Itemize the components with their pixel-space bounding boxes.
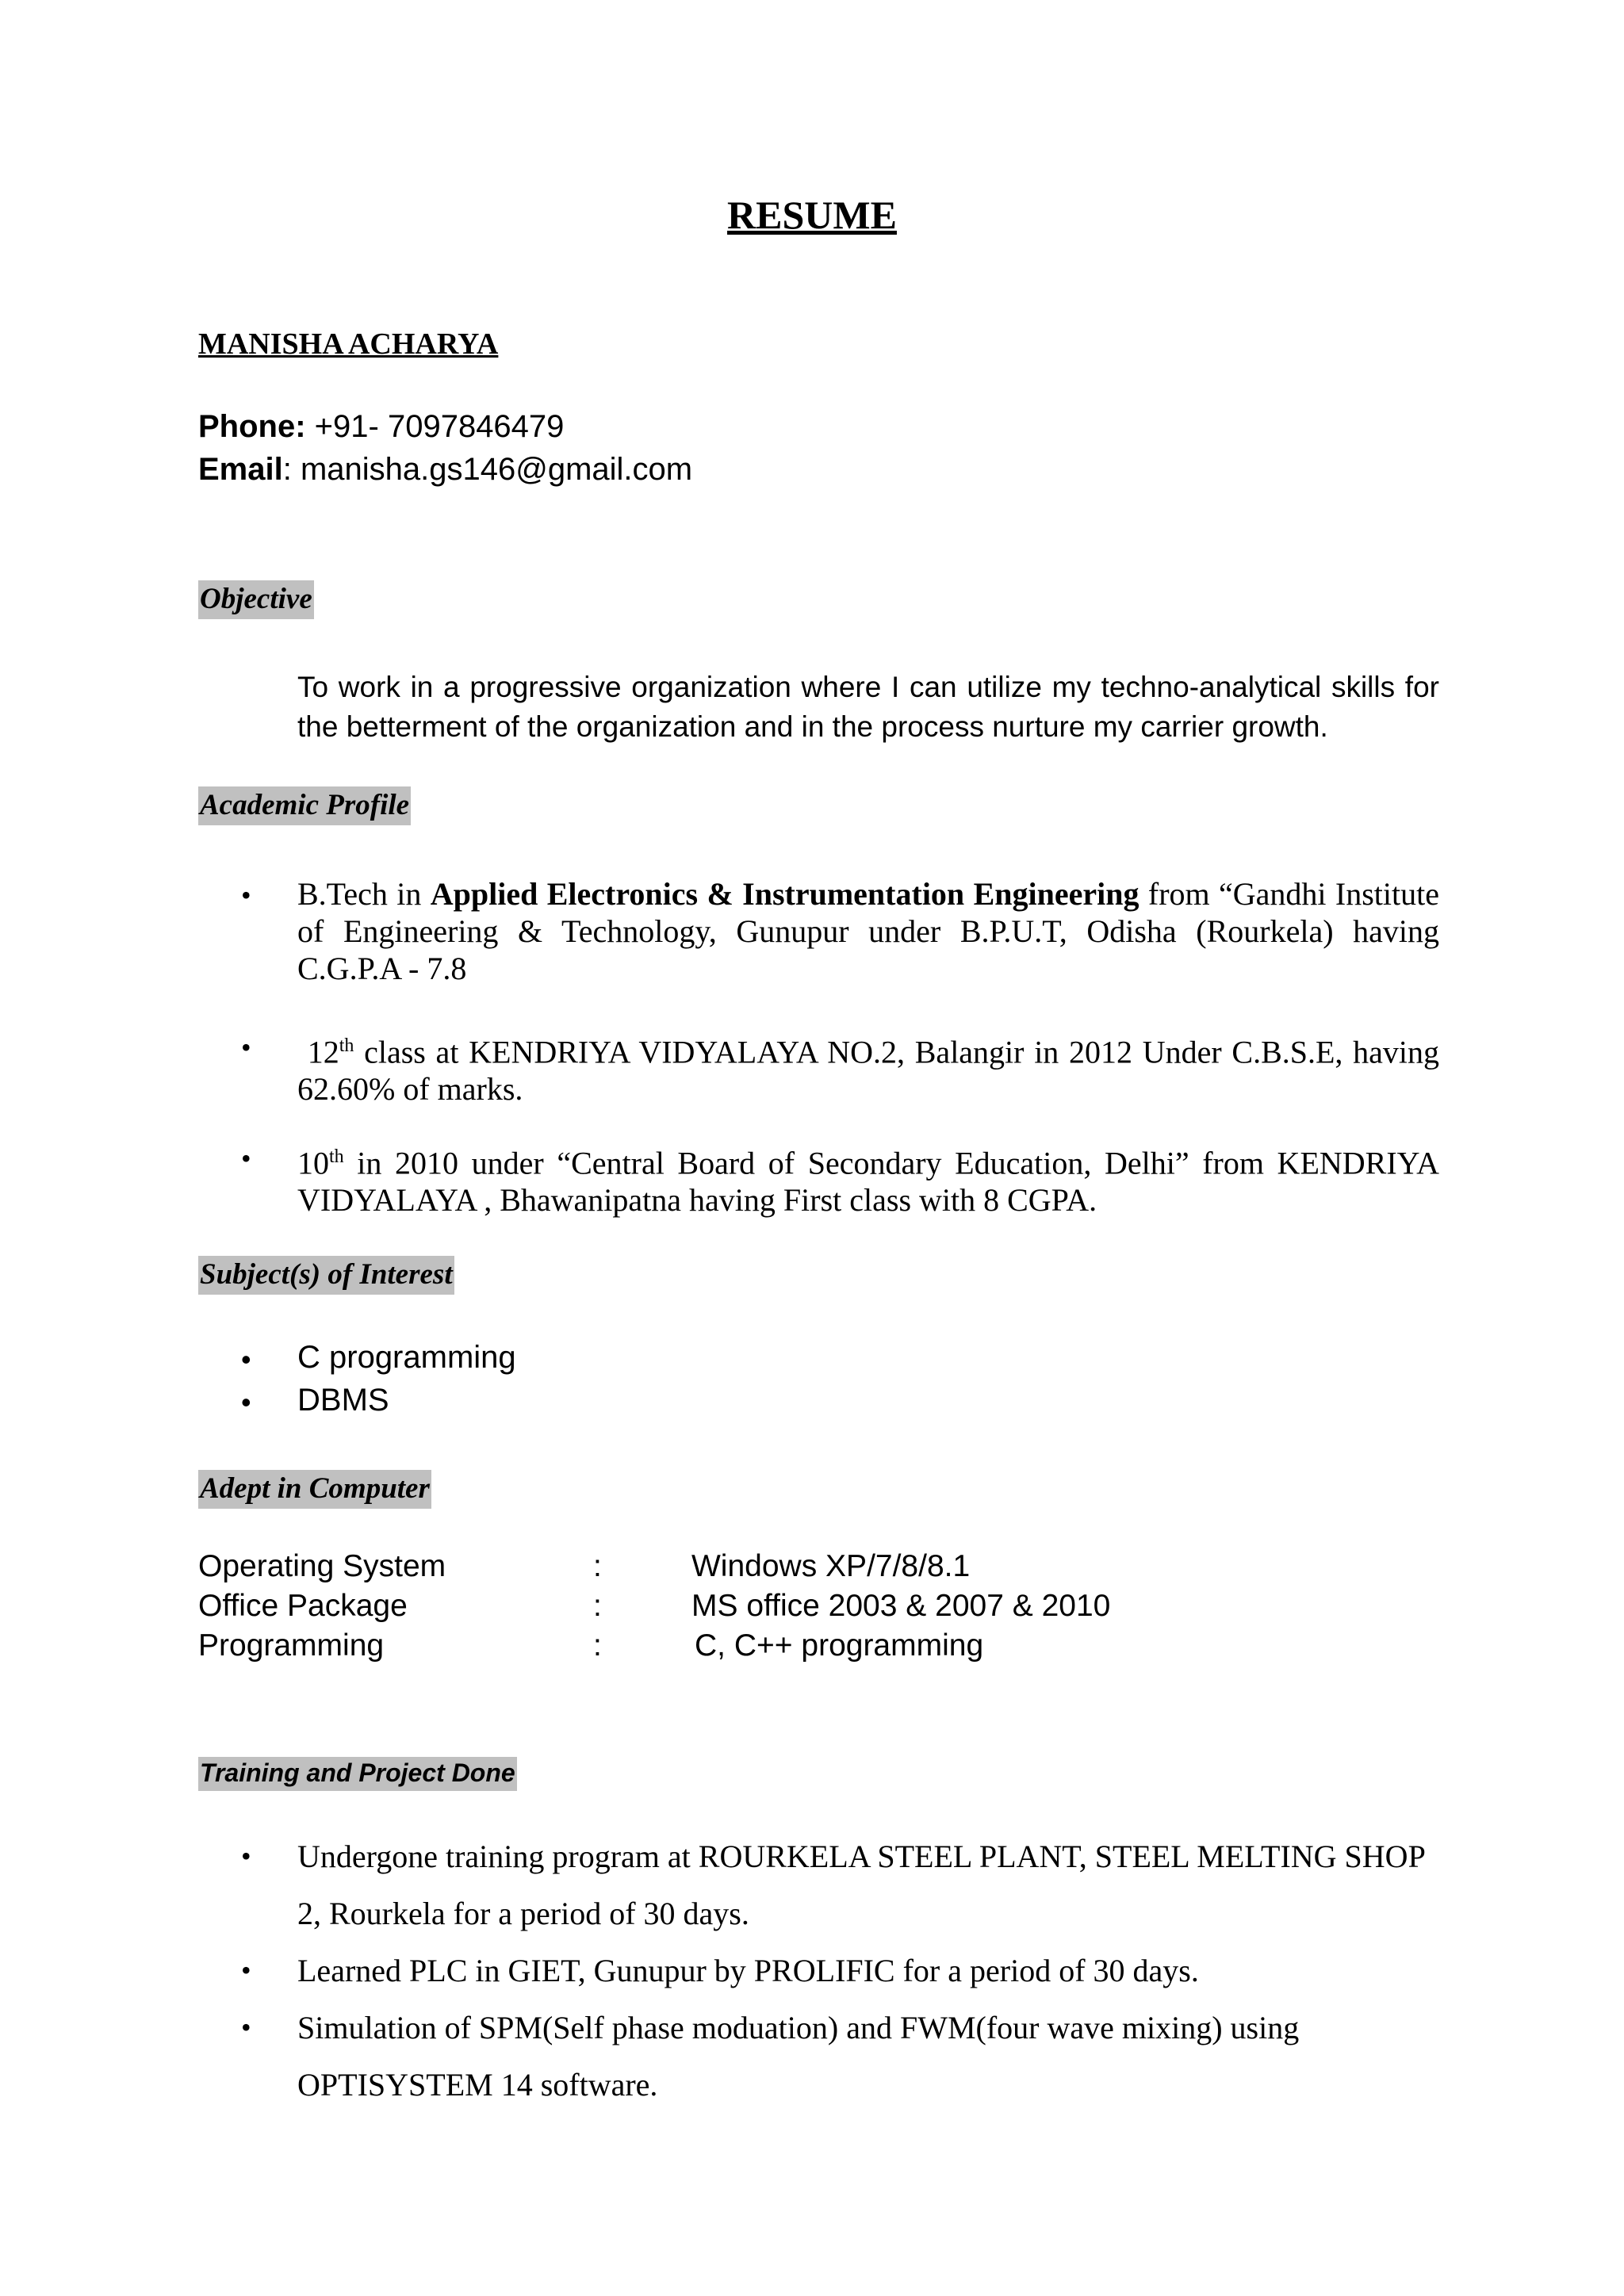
row-key: Office Package (198, 1589, 408, 1623)
objective-heading: Objective (198, 580, 314, 619)
training-item: Learned PLC in GIET, Gunupur by PROLIFIC for a period of 30 days. (297, 1953, 1199, 1988)
phone-value: +91- 7097846479 (314, 409, 565, 444)
training-item: Simulation of SPM(Self phase moduation) and FWM(four wave mixing) using OPTISYSTEM 14 software. (297, 2010, 1300, 2103)
interest-item: DBMS (297, 1383, 389, 1418)
training-item: Undergone training program at ROURKELA STEEL PLANT, STEEL MELTING SHOP 2, Rourkela for a period of 30 days. (297, 1839, 1425, 1931)
row-key: Operating System (198, 1549, 446, 1583)
bullet: • (241, 879, 251, 911)
candidate-name: MANISHA ACHARYA (198, 327, 499, 361)
bullet: • (241, 1142, 251, 1174)
bullet: • (241, 1386, 251, 1418)
academic-item-10th: 10th in 2010 under “Central Board of Secondary Education, Delhi” from KENDRIYA VIDYALAYA , Bhawanipatna having First class with 8 CGPA. (297, 1145, 1439, 1219)
interest-heading: Subject(s) of Interest (198, 1256, 454, 1295)
academic-item-12th: 12th class at KENDRIYA VIDYALAYA NO.2, Balangir in 2012 Under C.B.S.E, having 62.60% of marks. (297, 1034, 1440, 1108)
email-line: Email: manisha.gs146@gmail.com (198, 452, 693, 487)
row-sep: : (593, 1628, 602, 1663)
page-title: RESUME (727, 193, 897, 237)
bullet: • (241, 2011, 251, 2043)
bullet: • (241, 1954, 251, 1986)
bullet: • (241, 1031, 251, 1063)
objective-text: To work in a progressive organization where I can utilize my techno-analytical skills for the betterment of the organization and in the process nurture my carrier growth. (297, 671, 1439, 743)
computer-heading: Adept in Computer (198, 1470, 431, 1509)
phone-line (198, 409, 564, 445)
email-value: manisha.gs146@gmail.com (300, 452, 693, 487)
row-value: MS office 2003 & 2007 & 2010 (691, 1589, 1111, 1623)
row-value: Windows XP/7/8/8.1 (691, 1549, 971, 1583)
bullet: • (241, 1840, 251, 1872)
btech-branch: Applied Electronics & Instrumentation Engineering (430, 876, 1139, 912)
academic-item-btech: B.Tech in Applied Electronics & Instrumentation Engineering from “Gandhi Institute of Engineering & Technology, Gunupur under B.P.U.T, Odisha (Rourkela) having C.G.P.A - 7.8 (297, 876, 1440, 986)
row-key: Programming (198, 1628, 385, 1663)
row-sep: : (593, 1549, 602, 1583)
email-label: Email (198, 452, 283, 487)
academic-heading: Academic Profile (198, 786, 411, 825)
row-sep: : (593, 1589, 602, 1623)
row-value: C, C++ programming (695, 1628, 984, 1663)
interest-item: C programming (297, 1340, 516, 1375)
phone-label: Phone: (198, 409, 306, 444)
bullet: • (241, 1343, 251, 1376)
training-heading: Training and Project Done (198, 1757, 517, 1791)
